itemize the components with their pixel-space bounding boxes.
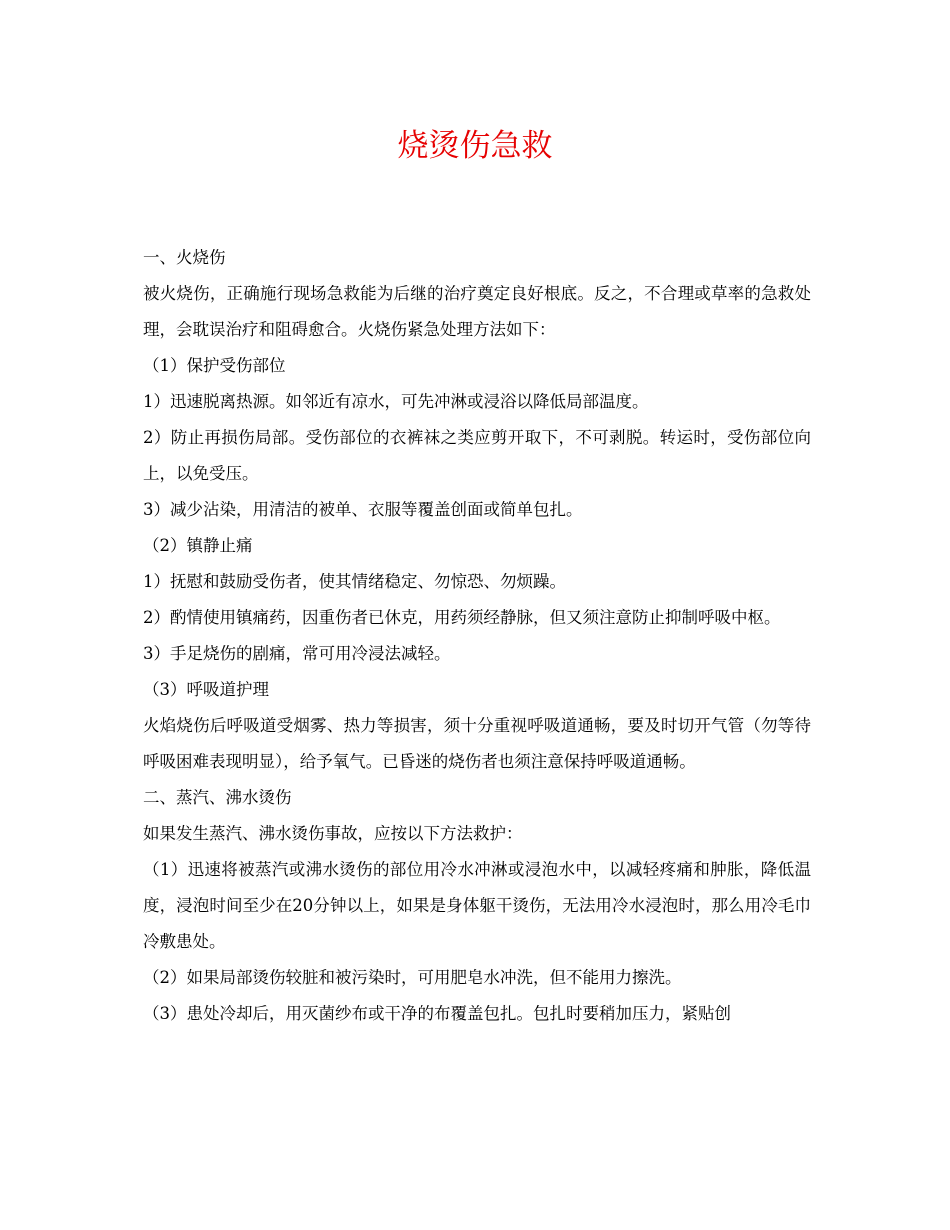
subheading-airway: （3）呼吸道护理 bbox=[143, 680, 269, 699]
document-body bbox=[143, 240, 811, 1032]
list-item: 3）手足烧伤的剧痛，常可用冷浸法减轻。 bbox=[143, 644, 451, 663]
subheading-pain-relief: （2）镇静止痛 bbox=[143, 536, 253, 555]
paragraph-intro: 被火烧伤，正确施行现场急救能为后继的治疗奠定良好根底。反之，不合理或草率的急救处理，会耽误治疗和阻碍愈合。火烧伤紧急处理方法如下： bbox=[143, 284, 811, 339]
section-heading-fire-burn: 一、火烧伤 bbox=[143, 248, 226, 267]
document-title: 烧烫伤急救 bbox=[397, 128, 553, 164]
list-item: 1）迅速脱离热源。如邻近有凉水，可先冲淋或浸浴以降低局部温度。 bbox=[143, 392, 649, 411]
paragraph-airway: 火焰烧伤后呼吸道受烟雾、热力等损害，须十分重视呼吸道通畅，要及时切开气管（勿等待呼吸困难表现明显），给予氧气。已昏迷的烧伤者也须注意保持呼吸道通畅。 bbox=[143, 716, 811, 771]
subheading-protect: （1）保护受伤部位 bbox=[143, 356, 286, 375]
list-item: 2）防止再损伤局部。受伤部位的衣裤袜之类应剪开取下，不可剥脱。转运时，受伤部位向上，以免受压。 bbox=[143, 428, 811, 483]
list-item: 2）酌情使用镇痛药，因重伤者已休克，用药须经静脉，但又须注意防止抑制呼吸中枢。 bbox=[143, 608, 781, 627]
list-item: （3）患处冷却后，用灭菌纱布或干净的布覆盖包扎。包扎时要稍加压力，紧贴创 bbox=[143, 1004, 731, 1023]
section-heading-scald: 二、蒸汽、沸水烫伤 bbox=[143, 788, 292, 807]
list-item: （2）如果局部烫伤较脏和被污染时，可用肥皂水冲洗，但不能用力擦洗。 bbox=[143, 968, 682, 987]
paragraph-scald-intro: 如果发生蒸汽、沸水烫伤事故，应按以下方法救护： bbox=[143, 824, 523, 843]
list-item: 1）抚慰和鼓励受伤者，使其情绪稳定、勿惊恐、勿烦躁。 bbox=[143, 572, 566, 591]
list-item: 3）减少沾染，用清洁的被单、衣服等覆盖创面或简单包扎。 bbox=[143, 500, 583, 519]
list-item: （1）迅速将被蒸汽或沸水烫伤的部位用冷水冲淋或浸泡水中，以减轻疼痛和肿胀，降低温度，浸泡时间至少在20分钟以上，如果是身体躯干烫伤，无法用冷水浸泡时，那么用冷毛巾冷敷患处。 bbox=[143, 860, 811, 951]
